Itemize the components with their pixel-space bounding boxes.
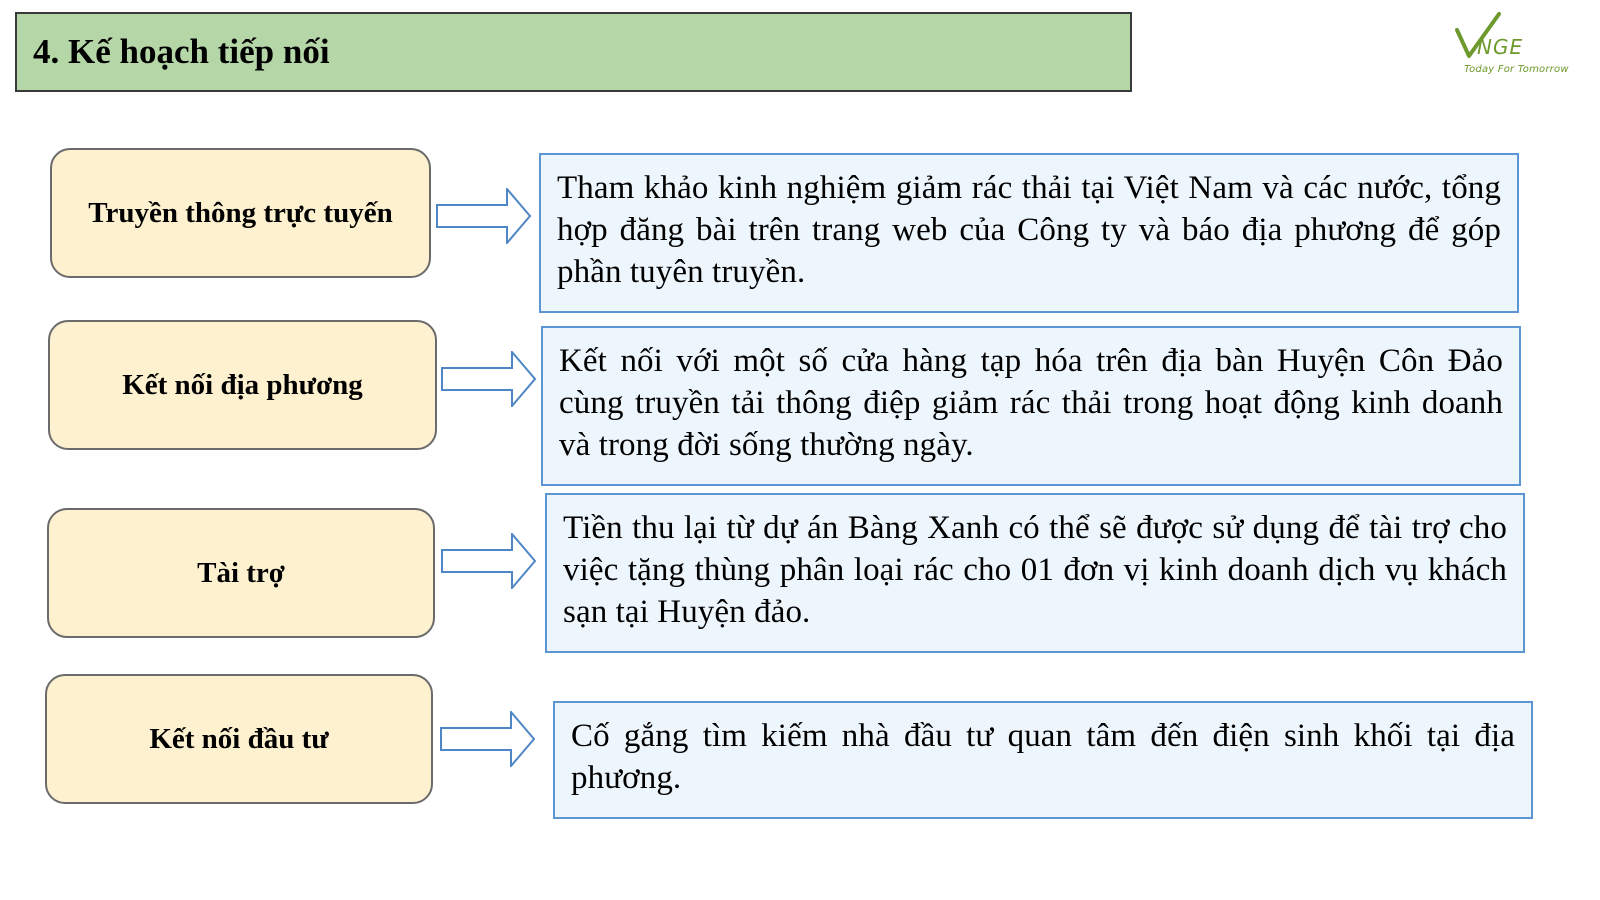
label-text: Kết nối địa phương (122, 368, 363, 401)
description-text: Cố gắng tìm kiếm nhà đầu tư quan tâm đến điện sinh khối tại địa phương. (571, 718, 1515, 796)
svg-text:NGE: NGE (1477, 35, 1524, 59)
description-box (545, 493, 1525, 653)
description-text: Tham khảo kinh nghiệm giảm rác thải tại Việt Nam và các nước, tổng hợp đăng bài trên trang web của Công ty và báo địa phương để góp phần tuyên truyền. (557, 170, 1501, 290)
logo-tagline: Today For Tomorrow (1464, 64, 1569, 75)
description-text: Kết nối với một số cửa hàng tạp hóa trên địa bàn Huyện Côn Đảo cùng truyền tải thông điệp giảm rác thải trong hoạt động kinh doanh và trong đời sống thường ngày. (559, 343, 1503, 463)
page-title: 4. Kế hoạch tiếp nối (33, 32, 330, 71)
description-box (541, 326, 1521, 486)
vnge-logo (1455, 10, 1600, 80)
label-box-online-communication (50, 148, 431, 278)
label-text: Kết nối đầu tư (149, 722, 329, 755)
label-box-local-connection (48, 320, 437, 450)
description-box (539, 153, 1519, 313)
label-box-investment-connection (45, 674, 433, 804)
label-box-sponsorship (47, 508, 435, 638)
arrow-right-icon (440, 711, 536, 767)
arrow-right-icon (441, 533, 537, 589)
label-text: Truyền thông trực tuyến (88, 196, 393, 229)
section-title-bar (15, 12, 1132, 92)
label-text: Tài trợ (197, 556, 285, 589)
arrow-right-icon (441, 351, 537, 407)
arrow-right-icon (436, 188, 532, 244)
description-box (553, 701, 1533, 819)
description-text: Tiền thu lại từ dự án Bàng Xanh có thể sẽ được sử dụng để tài trợ cho việc tặng thùng phân loại rác cho 01 đơn vị kinh doanh dịch vụ khách sạn tại Huyện đảo. (563, 510, 1507, 630)
vnge-logo-mark (1455, 10, 1600, 65)
